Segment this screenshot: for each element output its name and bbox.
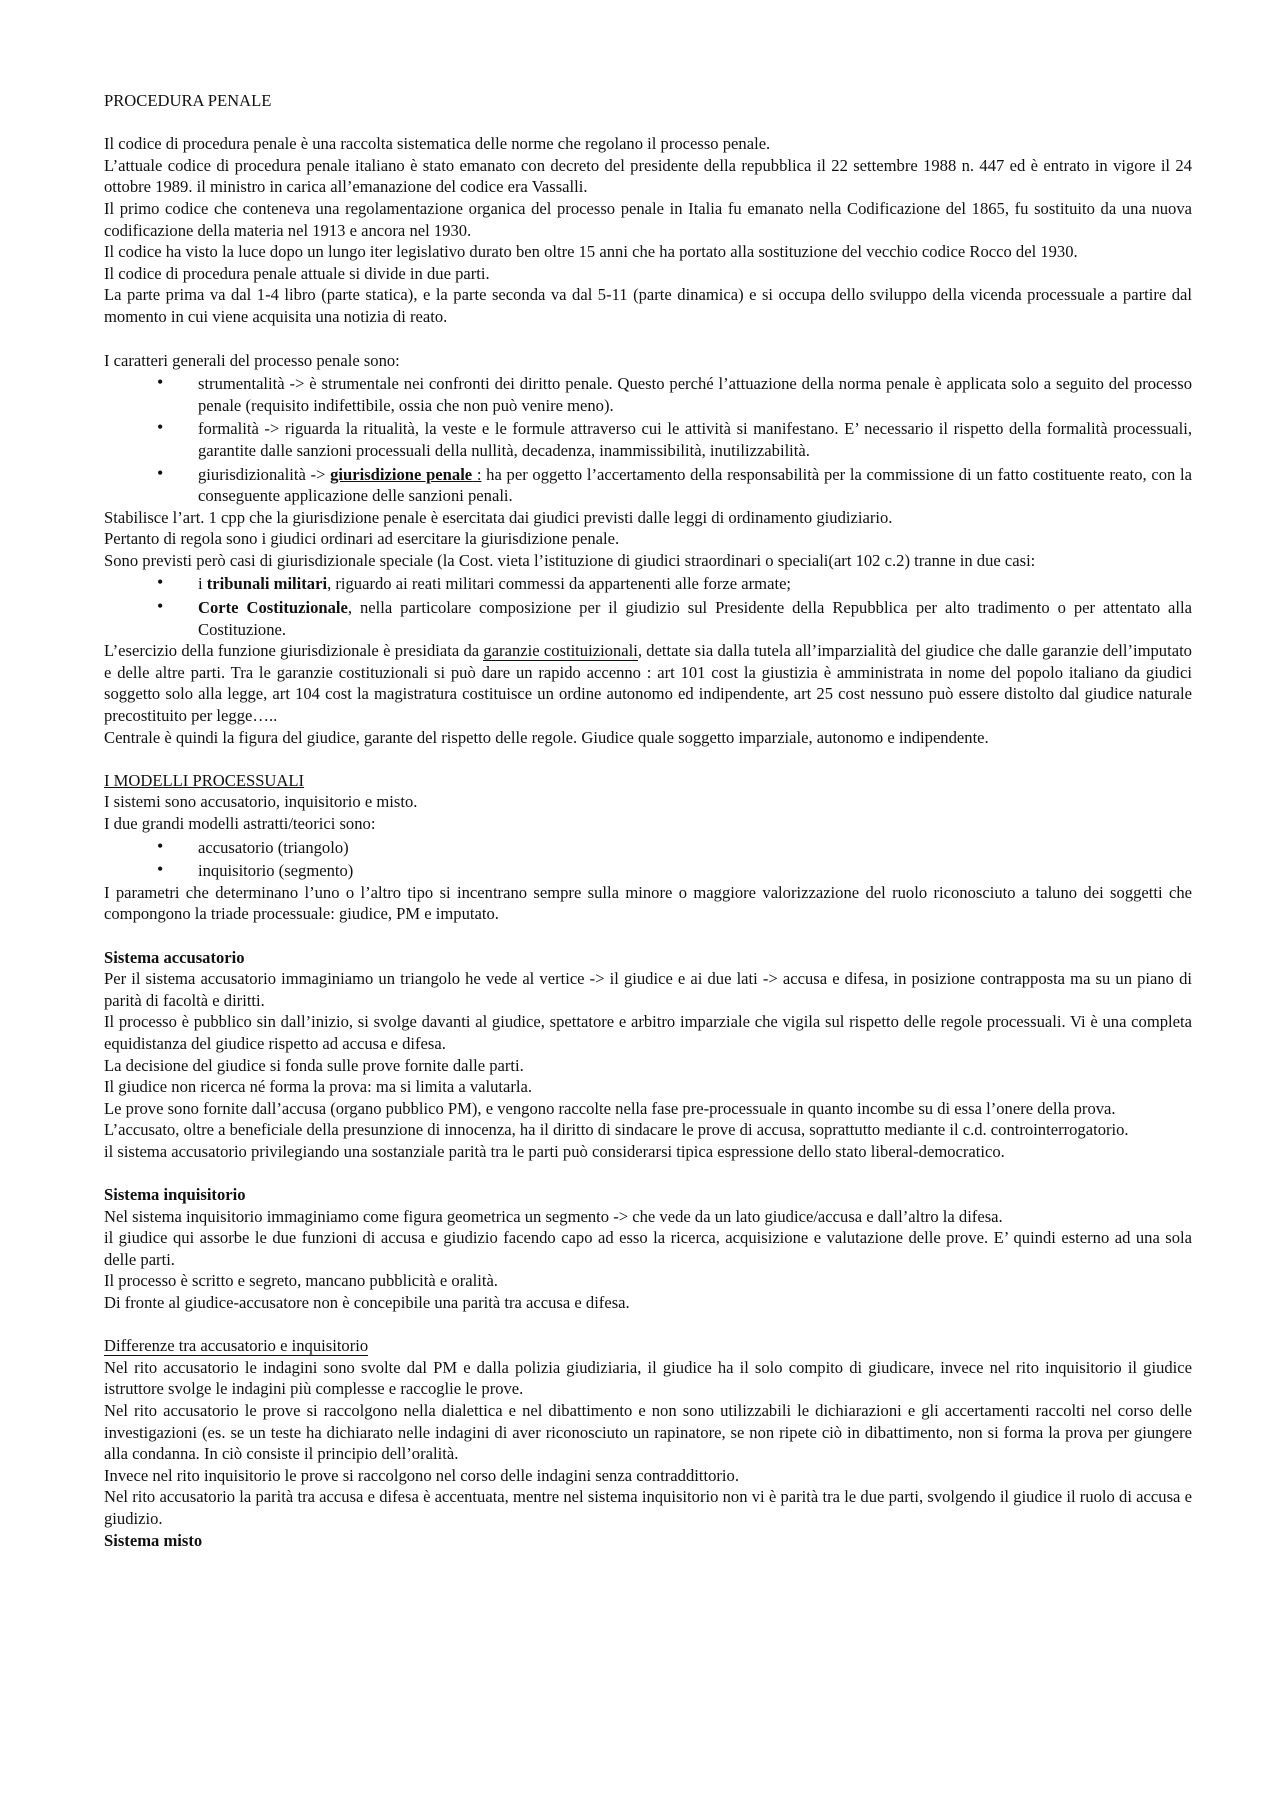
modelli-section: [104, 770, 1192, 925]
inquisitorio-paragraph: Il processo è scritto e segreto, mancano pubblicità e oralità.: [104, 1271, 498, 1291]
list-item: • strumentalità -> è strumentale nei confronti dei diritto penale. Questo perché l’attuazione della norma penale è applicata solo a seguito del processo penale (requisito indifettibile, ossia che non può venire meno).: [104, 373, 1192, 416]
intro-paragraph: L’attuale codice di procedura penale italiano è stato emanato con decreto del presidente della repubblica il 22 settembre 1988 n. 447 ed è entrato in vigore il 24 ottobre 1989. il ministro in carica all’emanazione del codice era Vassalli.: [104, 155, 1192, 197]
inquisitorio-paragraph: Nel sistema inquisitorio immaginiamo come figura geometrica un segmento -> che vede da un lato giudice/accusa e dall’altro la difesa.: [104, 1206, 1003, 1226]
modelli-line: I sistemi sono accusatorio, inquisitorio e misto.: [104, 792, 418, 812]
section-heading: Sistema accusatorio: [104, 947, 245, 967]
inquisitorio-paragraph: Di fronte al giudice-accusatore non è concepibile una parità tra accusa e difesa.: [104, 1293, 630, 1313]
caratteri-lead: I caratteri generali del processo penale sono:: [104, 350, 400, 370]
list-item: • giurisdizionalità -> giurisdizione penale : ha per oggetto l’accertamento della responsabilità per la commissione di un fatto costituente reato, con la conseguente applicazione delle sanzioni penali.: [104, 464, 1192, 507]
garanzie-term: garanzie costituizionali: [483, 641, 638, 661]
accusatorio-paragraph: L’accusato, oltre a beneficiale della presunzione di innocenza, ha il diritto di sindacare le prove di accusa, soprattutto mediante il c.d. controinterrogatorio.: [104, 1120, 1129, 1140]
intro-paragraph: Il codice ha visto la luce dopo un lungo iter legislativo durato ben oltre 15 anni che ha portato alla sostituzione del vecchio codice Rocco del 1930.: [104, 242, 1078, 262]
list-item: • Corte Costituzionale, nella particolare composizione per il giudizio sul Presidente della Repubblica per alto tradimento o per attentato alla Costituzione.: [104, 597, 1192, 640]
intro-paragraph: Il codice di procedura penale attuale si divide in due parti.: [104, 263, 490, 283]
modelli-line: I due grandi modelli astratti/teorici sono:: [104, 814, 376, 833]
list-item: • formalità -> riguarda la ritualità, la veste e le formule attraverso cui le attività si manifestano. E’ necessario il rispetto della formalità processuali, garantite dalle sanzioni processuali della nullità, decadenza, inammissibilità, inutilizzabilità.: [104, 418, 1192, 461]
caratteri-paragraph: Stabilisce l’art. 1 cpp che la giurisdizione penale è esercitata dai giudici previsti dalle leggi di ordinamento giudiziario.: [104, 507, 893, 527]
differenze-section: [104, 1335, 1192, 1551]
section-heading: Sistema inquisitorio: [104, 1185, 246, 1205]
section-heading: Sistema misto: [104, 1530, 203, 1550]
differenze-paragraph: Nel rito accusatorio le prove si raccolgono nella dialettica e nel dibattimento e non sono utilizzabili le dichiarazioni e gli accertamenti raccolti nel corso delle investigazioni (es. se un teste ha dichiarato nelle indagini di aver riconosciuto un rapinatore, se non ripete ciò in dibattimento, non si forma la prova per giungere alla condanna. In ciò consiste il principio dell’oralità.: [104, 1401, 1192, 1464]
accusatorio-paragraph: Le prove sono fornite dall’accusa (organo pubblico PM), e vengono raccolte nella fase pre-processuale in quanto incombe su di essa l’onere della prova.: [104, 1098, 1116, 1118]
accusatorio-paragraph: il sistema accusatorio privilegiando una sostanziale parità tra le parti può considerarsi tipica espressione dello stato liberal-democratico.: [104, 1141, 1005, 1161]
caratteri-section: [104, 350, 1192, 749]
differenze-paragraph: Nel rito accusatorio la parità tra accusa e difesa è accentuata, mentre nel sistema inquisitorio non vi è parità tra le due parti, svolgendo il giudice il ruolo di accusa e giudizio.: [104, 1487, 1192, 1528]
intro-paragraph: Il codice di procedura penale è una raccolta sistematica delle norme che regolano il processo penale.: [104, 134, 771, 154]
giurisdizione-penale-term: giurisdizione penale: [330, 464, 473, 484]
inquisitorio-paragraph: il giudice qui assorbe le due funzioni di accusa e giudizio facendo capo ad esso la ricerca, acquisizione e valutazione delle prove. E’ quindi esterno ad una sola delle parti.: [104, 1228, 1192, 1269]
intro-section: [104, 133, 1192, 327]
accusatorio-section: [104, 947, 1192, 1163]
list-item: • accusatorio (triangolo): [104, 837, 1192, 859]
casi-list: [104, 573, 1192, 640]
accusatorio-paragraph: Per il sistema accusatorio immaginiamo un triangolo he vede al vertice -> il giudice e ai due lati -> accusa e difesa, in posizione contrapposta ma su un piano di parità di facoltà e diritti.: [104, 969, 1192, 1010]
section-heading: Differenze tra accusatorio e inquisitorio: [104, 1336, 369, 1356]
accusatorio-paragraph: Il giudice non ricerca né forma la prova: ma si limita a valutarla.: [104, 1077, 533, 1097]
caratteri-paragraph: Pertanto di regola sono i giudici ordinari ad esercitare la giurisdizione penale.: [104, 529, 620, 549]
section-heading: I MODELLI PROCESSUALI: [104, 770, 305, 790]
list-item: • inquisitorio (segmento): [104, 860, 1192, 882]
modelli-paragraph: I parametri che determinano l’uno o l’altro tipo si incentrano sempre sulla minore o maggiore valorizzazione del ruolo riconosciuto a taluno dei soggetti che compongono la triade processuale: giudice, PM e imputato.: [104, 882, 1192, 924]
garanzie-paragraph: L’esercizio della funzione giurisdizionale è presidiata da garanzie costituizionali, dettate sia dalla tutela all’imparzialità del giudice che dalle garanzie dell’imputato e delle altre parti. Tra le garanzie costituzionali si può dare un rapido accenno : art 101 cost la giustizia è amministrata in nome del popolo italiano da giudici soggetto solo alla legge, art 104 cost la magistratura costituisce un ordine autonomo ed indipendente, art 25 cost nessuno può essere distolto dal giudice naturale precostituito per legge…..: [104, 641, 1192, 726]
caratteri-paragraph: Sono previsti però casi di giurisdizionale speciale (la Cost. vieta l’istituzione di giudici straordinari o speciali(art 102 c.2) tranne in due casi:: [104, 550, 1036, 570]
inquisitorio-section: [104, 1184, 1192, 1314]
list-item: • i tribunali militari, riguardo ai reati militari commessi da appartenenti alle forze armate;: [104, 573, 1192, 595]
intro-paragraph: La parte prima va dal 1-4 libro (parte statica), e la parte seconda va dal 5-11 (parte dinamica) e si occupa dello sviluppo della vicenda processuale a partire dal momento in cui viene acquisita una notizia di reato.: [104, 285, 1192, 326]
accusatorio-paragraph: Il processo è pubblico sin dall’inizio, si svolge davanti al giudice, spettatore e arbitro imparziale che vigila sul rispetto delle regole processuali. Vi è una completa equidistanza del giudice rispetto ad accusa e difesa.: [104, 1012, 1192, 1053]
caratteri-list: [104, 373, 1192, 507]
modelli-list: [104, 837, 1192, 882]
accusatorio-paragraph: La decisione del giudice si fonda sulle prove fornite dalle parti.: [104, 1055, 524, 1075]
differenze-paragraph: Nel rito accusatorio le indagini sono svolte dal PM e dalla polizia giudiziaria, il giudice ha il solo compito di giudicare, invece nel rito inquisitorio il giudice istruttore svolge le indagini più complesse e raccoglie le prove.: [104, 1357, 1192, 1399]
page-title: PROCEDURA PENALE: [104, 91, 272, 110]
differenze-paragraph: Invece nel rito inquisitorio le prove si raccolgono nel corso delle indagini senza contraddittorio.: [104, 1465, 739, 1485]
centrale-paragraph: Centrale è quindi la figura del giudice, garante del rispetto delle regole. Giudice quale soggetto imparziale, autonomo e indipendente.: [104, 727, 989, 747]
intro-paragraph: Il primo codice che conteneva una regolamentazione organica del processo penale in Italia fu emanato nella Codificazione del 1865, fu sostituito da una nuova codificazione della materia nel 1913 e ancora nel 1930.: [104, 198, 1192, 240]
